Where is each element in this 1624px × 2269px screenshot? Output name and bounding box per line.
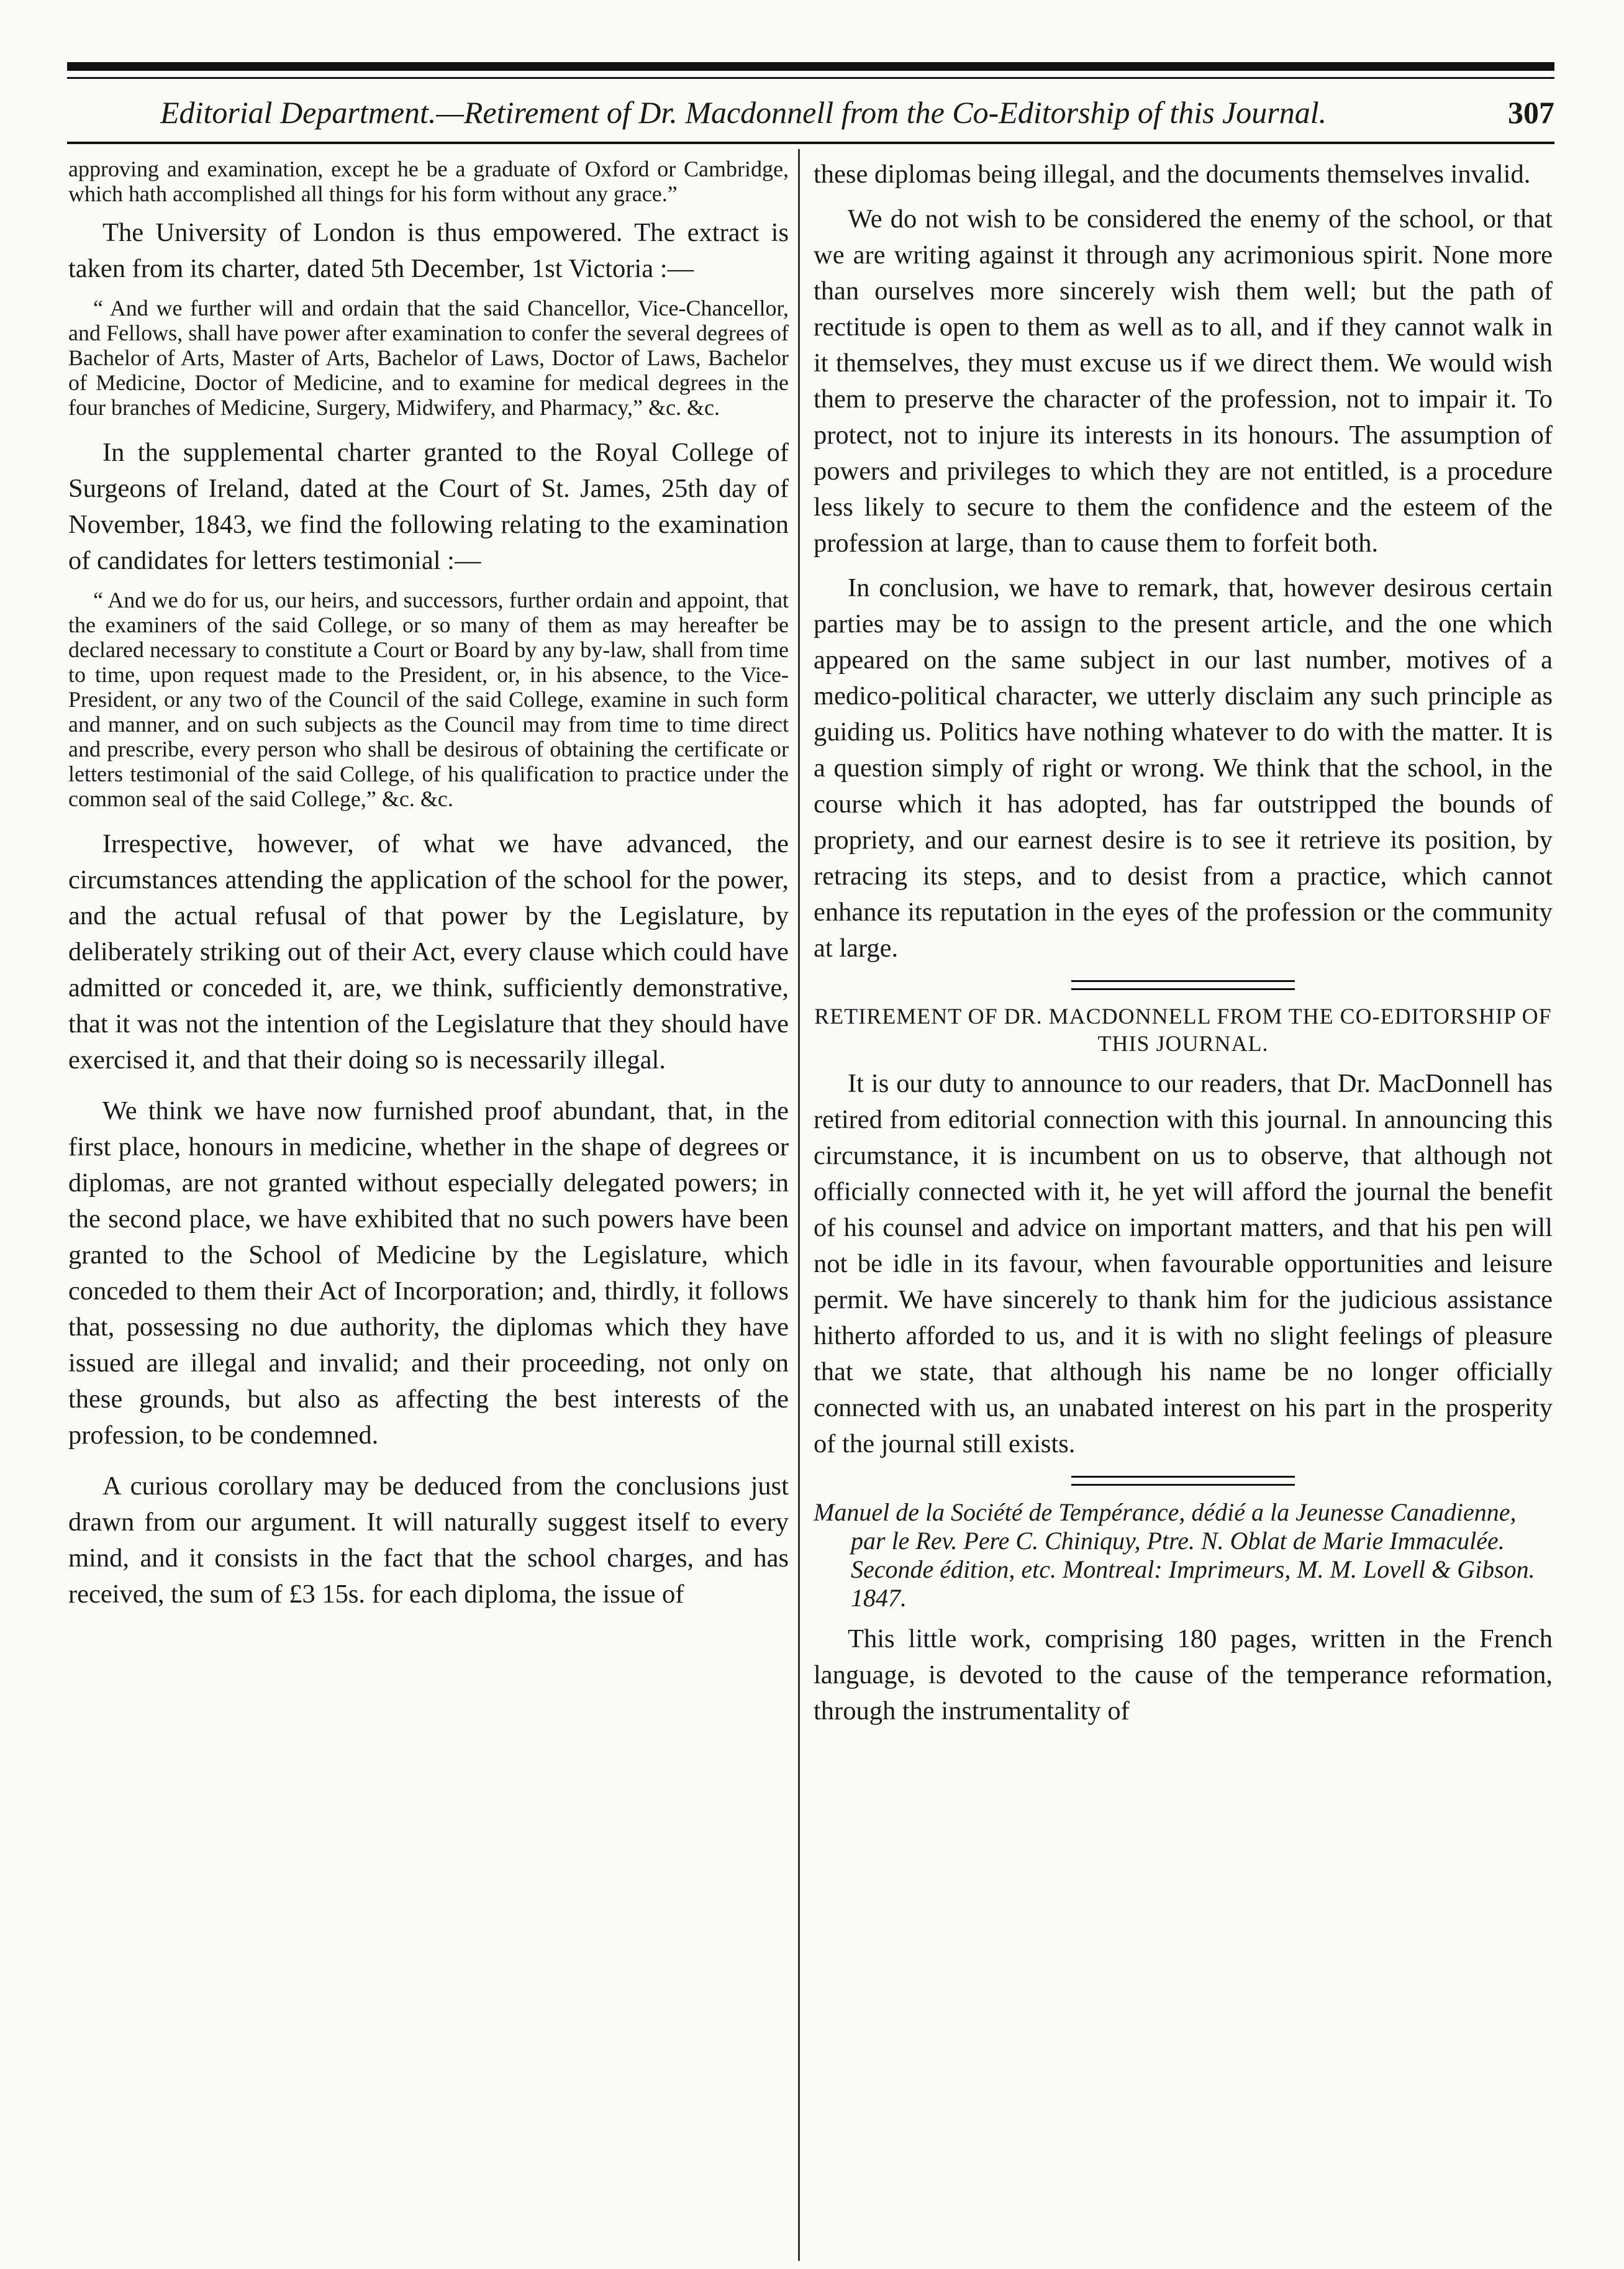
running-header-title: Editorial Department.—Retirement of Dr. Macdonnell from the Co-Editorship of this Journal. xyxy=(160,95,1327,130)
page-number: 307 xyxy=(1508,95,1554,130)
top-rule xyxy=(67,62,1554,71)
right-paragraph-continued: these diplomas being illegal, and the documents themselves invalid. xyxy=(814,160,1531,189)
right-paragraph-2: In conclusion, we have to remark, that, however desirous certain parties may be to assign to the present article, and the one which appeared on the same subject in our last number, motives of a medico-political character, we utterly disclaim any such principle as guiding us. Politics have nothing whatever to do with the matter. It is a question simply of right or wrong. We think that the school, in the course which it has adopted, has far outstripped the bounds of propriety, and our earnest desire is to see it retrieve its position, by retracing its steps, and to desist from a practice, which cannot enhance its reputation in the eyes of the profession or the community at large. xyxy=(814,573,1553,963)
right-paragraph-4: This little work, comprising 180 pages, written in the French language, is devoted to the cause of the temperance reformation, through the instrumentality of xyxy=(814,1624,1553,1726)
running-header xyxy=(67,87,1554,138)
right-column xyxy=(814,157,1553,1729)
left-paragraph-3: Irrespective, however, of what we have advanced, the circumstances attending the application of the school for the power, and the actual refusal of that power by the Legislature, by deliberately striking out of their Act, every clause which could have admitted or conceded it, are, we think, sufficiently demonstrative, that it was not the intention of the Legislature that they should have exercised it, and that their doing so is necessarily illegal. xyxy=(68,829,789,1075)
article-heading: RETIREMENT OF DR. MACDONNELL FROM THE CO-EDITORSHIP OF THIS JOURNAL. xyxy=(814,1004,1552,1056)
left-quote-1: “ And we further will and ordain that the said Chancellor, Vice-Chancellor, and Fellows, shall have power after examination to confer the several degrees of Bachelor of Arts, Master of Arts, Bachelor of Laws, Doctor of Laws, Bachelor of Medicine, Doctor of Medicine, and to examine for medical degrees in the four branches of Medicine, Surgery, Midwifery, and Pharmacy,” &c. &c. xyxy=(68,296,789,420)
review-separator xyxy=(1071,1476,1295,1486)
top-rule-thin xyxy=(67,77,1554,79)
left-paragraph-5: A curious corollary may be deduced from the conclusions just drawn from our argument. It will naturally suggest itself to every mind, and it consists in the fact that the school charges, and has received, the sum of £3 15s. for each diploma, the issue of xyxy=(68,1471,789,1609)
section-separator xyxy=(1071,980,1295,990)
book-review-title: Manuel de la Société de Tempérance, dédié a la Jeunesse Canadienne, par le Rev. Pere C. Chiniquy, Ptre. N. Oblat de Marie Immaculée. Seconde édition, etc. Montreal: Imprimeurs, M. M. Lovell & Gibson. 1847. xyxy=(814,1498,1535,1612)
left-paragraph-2: In the supplemental charter granted to the Royal College of Surgeons of Ireland, dated at the Court of St. James, 25th day of November, 1843, we find the following relating to the examination of candidates for letters testimonial :— xyxy=(68,438,789,575)
left-paragraph-1: The University of London is thus empowered. The extract is taken from its charter, dated 5th December, 1st Victoria :— xyxy=(68,218,789,283)
left-quote-2: “ And we do for us, our heirs, and successors, further ordain and appoint, that the examiners of the said College, or so many of them as may hereafter be declared necessary to constitute a Court or Board by any by-law, shall from time to time, upon request made to the President, or, in his absence, to the Vice-President, or any two of the Council of the said College, examine in such form and manner, and on such subjects as the Council may from time to time direct and prescribe, every person who shall be desirous of obtaining the certificate or letters testimonial of the said College, of his qualification to practice under the common seal of the said College,” &c. &c. xyxy=(68,588,789,811)
left-quote-continued: approving and examination, except he be a graduate of Oxford or Cambridge, which hath accomplished all things for his form without any grace.” xyxy=(68,157,789,206)
right-paragraph-3: It is our duty to announce to our readers, that Dr. MacDonnell has retired from editorial connection with this journal. In announcing this circumstance, it is incumbent on us to observe, that although not officially connected with it, he yet will afford the journal the benefit of his counsel and advice on important matters, and that his pen will not be idle in its favour, when favourable opportunities and leisure permit. We have sincerely to thank him for the judicious assistance hitherto afforded to us, and it is with no slight feelings of pleasure that we state, that although his name be no longer officially connected with us, an unabated interest on his part in the prosperity of the journal still exists. xyxy=(814,1069,1553,1458)
left-paragraph-4: We think we have now furnished proof abundant, that, in the first place, honours in medicine, whether in the shape of degrees or diplomas, are not granted without especially delegated powers; in the second place, we have exhibited that no such powers have been granted to the School of Medicine by the Legislature, which conceded to them their Act of Incorporation; and, thirdly, it follows that, possessing no due authority, the diplomas which they have issued are illegal and invalid; and their proceeding, not only on these grounds, but also as affecting the best interests of the profession, to be condemned. xyxy=(68,1096,789,1450)
right-paragraph-1: We do not wish to be considered the enemy of the school, or that we are writing against it through any acrimonious spirit. None more than ourselves more sincerely wish them well; but the path of rectitude is open to them as well as to all, and if they cannot walk in it themselves, they must excuse us if we direct them. We would wish them to preserve the character of the profession, not to impair it. To protect, not to injure its interests in its honours. The assumption of powers and privileges to which they are not entitled, is a procedure less likely to secure to them the confidence and the esteem of the profession at large, than to cause them to forfeit both. xyxy=(814,204,1553,558)
column-divider xyxy=(798,149,800,2261)
header-rule xyxy=(67,142,1554,144)
left-column xyxy=(68,157,789,1612)
